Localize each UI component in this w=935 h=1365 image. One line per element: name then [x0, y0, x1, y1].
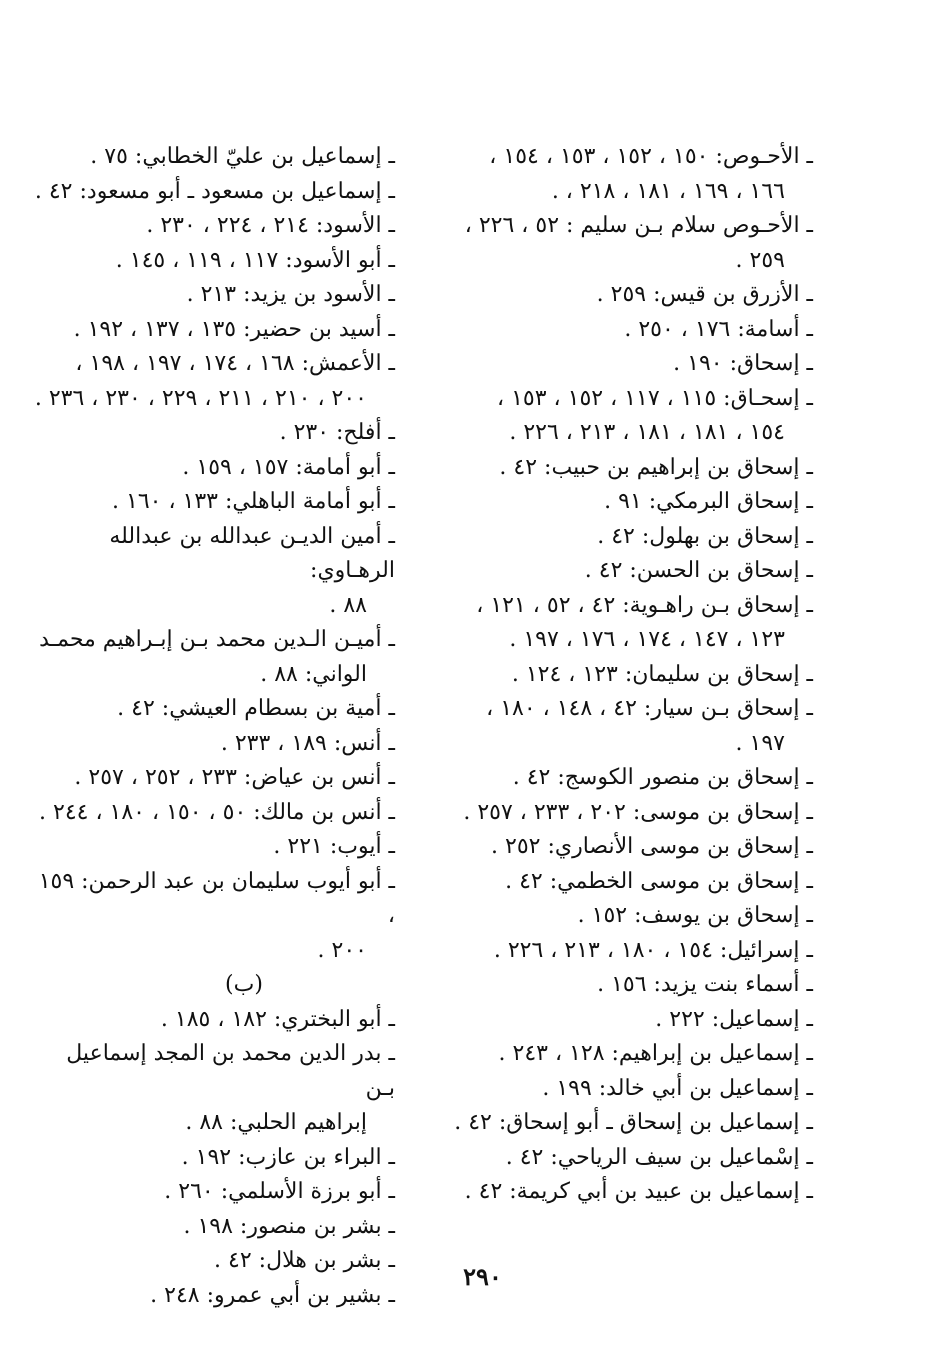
entry-text: ـ إسحاق بن موسى الأنصاري: ٢٥٢ .	[491, 834, 813, 859]
entry-text: ـ أمية بن بسطام العيشي: ٤٢ .	[117, 696, 395, 721]
entry-text: ـ إسحاق بن موسى: ٢٠٢ ، ٢٣٣ ، ٢٥٧ .	[463, 799, 813, 825]
entry-text: ـ إسماعيل بن عبيد بن أبي كريمة: ٤٢ .	[464, 1179, 813, 1204]
entry-text: ـ إسماعيل بن مسعود ـ أبو مسعود: ٤٢ .	[34, 178, 395, 204]
entry-text: ـ إسحاق بن منصور الكوسج: ٤٢ .	[512, 765, 813, 790]
entry-text: ـ الأحـوص سلام بـن سليم : ٥٢ ، ٢٢٦ ،	[464, 213, 813, 238]
index-entry	[33, 623, 395, 692]
index-entry	[33, 416, 395, 451]
index-entry	[433, 899, 813, 934]
index-entry	[433, 209, 813, 278]
index-entry	[33, 520, 395, 624]
index-entry	[433, 589, 813, 658]
entry-text: ـ البراء بن عازب: ١٩٢ .	[181, 1144, 395, 1170]
entry-text: ـ أفلح: ٢٣٠ .	[279, 420, 395, 445]
entry-text: ـ إسماعيل بن أبي خالد: ١٩٩ .	[542, 1075, 813, 1101]
entry-text: ـ إسحاق بن موسى الخطمي: ٤٢ .	[505, 868, 813, 894]
entry-text: ـ إسحاق البرمكي: ٩١ .	[604, 489, 813, 514]
entry-continuation: ١٩٧ .	[735, 730, 785, 756]
entry-text: ـ إسحاق بن بهلول: ٤٢ .	[597, 523, 813, 549]
entry-text: ـ إسماعيل: ٢٢٢ .	[655, 1006, 813, 1032]
index-entry	[33, 244, 395, 279]
entry-text: ـ أبو الأسود: ١١٧ ، ١١٩ ، ١٤٥ .	[115, 247, 395, 273]
entry-text: ـ أبو برزة الأسلمي: ٢٦٠ .	[164, 1179, 395, 1204]
index-entry	[33, 692, 395, 727]
index-entry	[433, 313, 813, 348]
index-entry	[433, 382, 813, 451]
entry-text: ـ أبو أمامة: ١٥٧ ، ١٥٩ .	[182, 454, 395, 480]
index-entry	[433, 1003, 813, 1038]
index-entry	[433, 830, 813, 865]
entry-continuation: إبراهيم الحلبي: ٨٨ .	[185, 1110, 367, 1135]
entry-text: ـ أنس بن مالك: ٥٠ ، ١٥٠ ، ١٨٠ ، ٢٤٤ .	[39, 799, 395, 825]
section-heading: (ب)	[225, 972, 263, 997]
index-entry	[33, 209, 395, 244]
index-entry	[433, 1037, 813, 1072]
index-entry	[433, 692, 813, 761]
entry-text: ـ أبو البختري: ١٨٢ ، ١٨٥ .	[160, 1006, 395, 1032]
entry-text: ـ إسحاق بن سليمان: ١٢٣ ، ١٢٤ .	[511, 661, 813, 687]
entry-text: ـ الأعمش: ١٦٨ ، ١٧٤ ، ١٩٧ ، ١٩٨ ،	[75, 351, 395, 376]
index-entry	[33, 1175, 395, 1210]
entry-text: ـ بشر بن منصور: ١٩٨ .	[183, 1213, 395, 1239]
entry-text: ـ أيوب: ٢٢١ .	[273, 834, 395, 859]
entry-continuation: ٢٥٩ .	[735, 247, 785, 273]
index-entry	[433, 658, 813, 693]
entry-text: ـ إسحاق: ١٩٠ .	[673, 351, 813, 376]
index-entry	[33, 175, 395, 210]
index-entry	[33, 1141, 395, 1176]
index-entry	[433, 968, 813, 1003]
entry-text: ـ إسحاق بـن سيار: ٤٢ ، ١٤٨ ، ١٨٠ ،	[486, 696, 813, 721]
entry-text: ـ إسماعيل بن إبراهيم: ١٢٨ ، ٢٤٣ .	[498, 1041, 813, 1066]
entry-text: ـ إسْماعيل بن سيف الرياحي: ٤٢ .	[505, 1144, 813, 1170]
index-entry	[33, 727, 395, 762]
index-entry	[33, 1003, 395, 1038]
entry-continuation: ١٥٤ ، ١٨١ ، ١٨١ ، ٢١٣ ، ٢٢٦ .	[509, 420, 785, 445]
entry-text: ـ الأسود: ٢١٤ ، ٢٢٤ ، ٢٣٠ .	[146, 213, 395, 238]
entry-continuation: ٢٠٠ .	[317, 937, 367, 963]
index-entry	[433, 554, 813, 589]
index-entry	[433, 796, 813, 831]
entry-text: ـ أبو أيوب سليمان بن عبد الرحمن: ١٥٩ ،	[38, 868, 395, 928]
index-entry	[433, 451, 813, 486]
entry-text: ـ أسامة: ١٧٦ ، ٢٥٠ .	[624, 316, 813, 342]
index-entry	[33, 1210, 395, 1245]
entry-text: ـ أمين الديـن عبدالله بن عبدالله الرهـاوي:	[109, 523, 395, 583]
entry-continuation: ٢٠٠ ، ٢١٠ ، ٢١١ ، ٢٢٩ ، ٢٣٠ ، ٢٣٦ .	[34, 385, 367, 411]
entry-text: ـ إسرائيل: ١٥٤ ، ١٨٠ ، ٢١٣ ، ٢٢٦ .	[493, 937, 813, 963]
page-number: ٢٩٠	[463, 1262, 502, 1291]
entry-text: ـ أسماء بنت يزيد: ١٥٦ .	[597, 972, 813, 997]
index-entry	[433, 934, 813, 969]
entry-text: ـ إسماعيل بن إسحاق ـ أبو إسحاق: ٤٢ .	[454, 1110, 813, 1135]
entry-continuation: ٨٨ .	[329, 592, 367, 618]
index-entry	[433, 865, 813, 900]
entry-text: ـ أبو أمامة الباهلي: ١٣٣ ، ١٦٠ .	[112, 489, 395, 514]
index-entry	[33, 761, 395, 796]
entry-text: ـ إسحاق بـن راهـوية: ٤٢ ، ٥٢ ، ١٢١ ،	[476, 592, 813, 618]
index-entry	[33, 865, 395, 969]
entry-text: ـ الأزرق بن قيس: ٢٥٩ .	[596, 282, 813, 307]
entry-text: ـ بشير بن أبي عمرو: ٢٤٨ .	[150, 1282, 395, 1308]
entry-text: ـ بشر بن هلال: ٤٢ .	[214, 1248, 395, 1273]
entry-text: ـ إسماعيل بن عليّ الخطابي: ٧٥ .	[90, 144, 395, 169]
entry-continuation: ١٦٦ ، ١٦٩ ، ١٨١ ، ٢١٨ ، .	[551, 178, 785, 204]
index-entry	[33, 451, 395, 486]
entry-text: ـ أنس: ١٨٩ ، ٢٣٣ .	[220, 730, 395, 756]
index-entry	[433, 1141, 813, 1176]
index-entry	[433, 520, 813, 555]
index-entry	[433, 761, 813, 796]
index-entry	[433, 1106, 813, 1141]
entry-text: ـ أسيد بن حضير: ١٣٥ ، ١٣٧ ، ١٩٢ .	[73, 316, 395, 342]
index-entry	[433, 347, 813, 382]
index-entry	[33, 485, 395, 520]
index-column-left	[33, 140, 395, 1313]
index-entry	[433, 140, 813, 209]
entry-text: ـ إسحـاق: ١١٥ ، ١١٧ ، ١٥٢ ، ١٥٣ ،	[497, 385, 813, 411]
index-column-right	[433, 140, 813, 1210]
entry-text: ـ بدر الدين محمد بن المجد إسماعيل بـن	[66, 1041, 395, 1101]
index-entry	[33, 140, 395, 175]
entry-continuation: الواني: ٨٨ .	[260, 661, 367, 687]
index-entry	[33, 313, 395, 348]
index-entry	[433, 485, 813, 520]
index-entry	[33, 796, 395, 831]
entry-text: ـ إسحاق بن يوسف: ١٥٢ .	[577, 903, 813, 928]
index-entry	[33, 830, 395, 865]
index-entry	[33, 278, 395, 313]
entry-text: ـ أنس بن عياض: ٢٣٣ ، ٢٥٢ ، ٢٥٧ .	[74, 765, 395, 790]
index-entry	[33, 347, 395, 416]
entry-text: ـ أميـن الـدين محمد بـن إبـراهيم محمـد	[39, 627, 395, 652]
entry-text: ـ الأحـوص: ١٥٠ ، ١٥٢ ، ١٥٣ ، ١٥٤ ،	[489, 144, 813, 169]
entry-text: ـ إسحاق بن الحسن: ٤٢ .	[584, 558, 813, 583]
index-entry	[33, 1037, 395, 1141]
entry-text: ـ الأسود بن يزيد: ٢١٣ .	[186, 282, 395, 307]
index-entry	[433, 1072, 813, 1107]
index-entry	[433, 1175, 813, 1210]
entry-continuation: ١٢٣ ، ١٤٧ ، ١٧٤ ، ١٧٦ ، ١٩٧ .	[509, 627, 785, 652]
index-entry	[433, 278, 813, 313]
entry-text: ـ إسحاق بن إبراهيم بن حبيب: ٤٢ .	[499, 454, 813, 480]
